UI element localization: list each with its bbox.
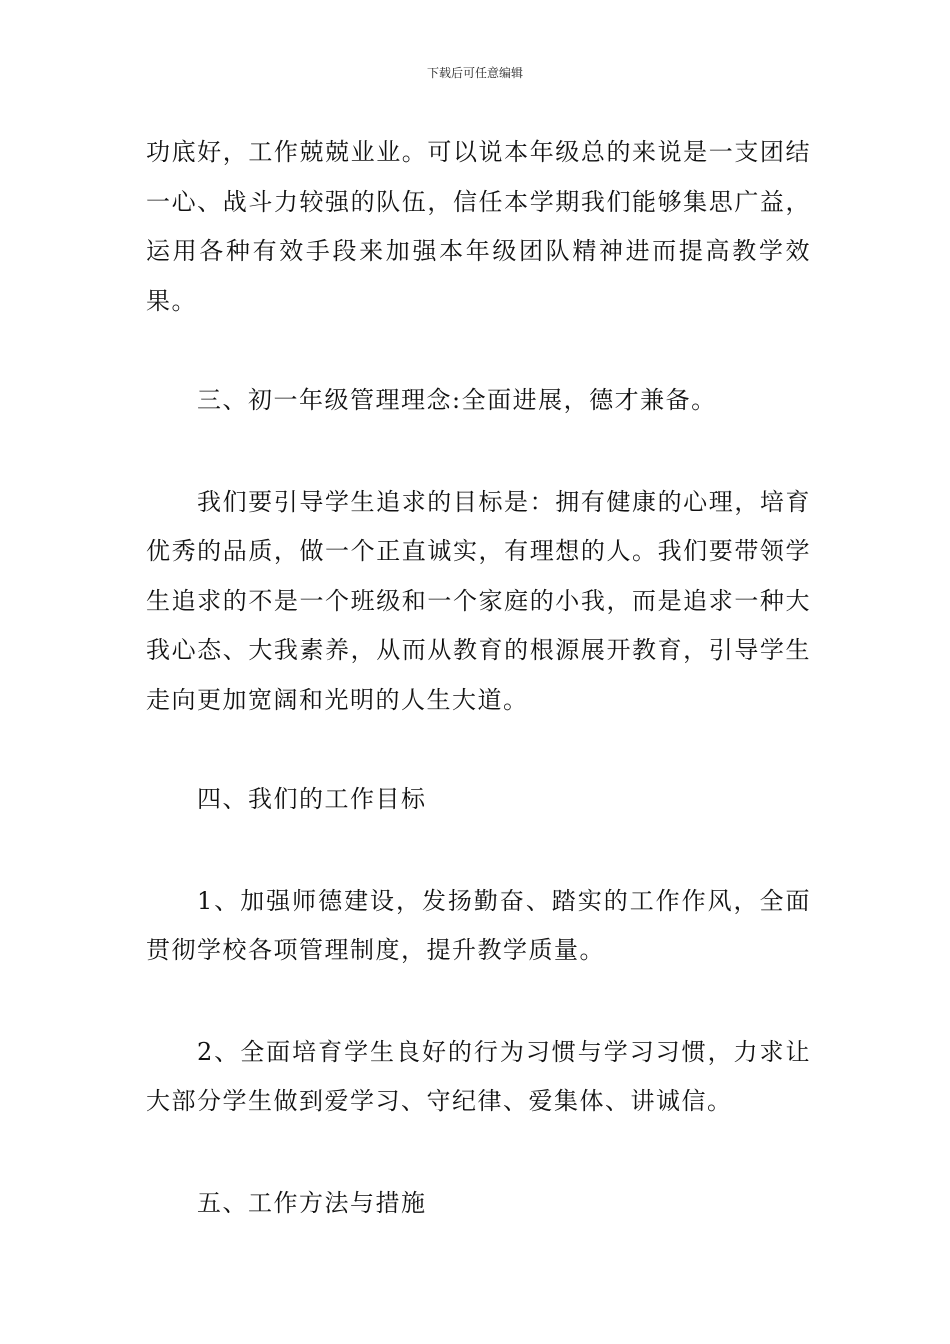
document-body	[146, 128, 811, 1228]
section-heading-work-goals: 四、我们的工作目标	[197, 785, 427, 813]
paragraph-student-goals: 我们要引导学生追求的目标是：拥有健康的心理，培育优秀的品质，做一个正直诚实，有理想的人。我们要带领学生追求的不是一个班级和一个家庭的小我，而是追求一种大我心态、大我素养，从而从教育的根源展开教育，引导学生走向更加宽阔和光明的人生大道。	[146, 487, 811, 714]
paragraph-team-summary: 功底好，工作兢兢业业。可以说本年级总的来说是一支团结一心、战斗力较强的队伍，信任本学期我们能够集思广益，运用各种有效手段来加强本年级团队精神进而提高教学效果。	[146, 138, 811, 315]
list-item-goal-1: 1、加强师德建设，发扬勤奋、踏实的工作作风，全面贯彻学校各项管理制度，提升教学质量。	[146, 886, 811, 964]
section-heading-management-philosophy: 三、初一年级管理理念:全面进展，德才兼备。	[197, 386, 717, 414]
page-header-note: 下载后可任意编辑	[426, 66, 523, 80]
section-heading-methods: 五、工作方法与措施	[197, 1188, 427, 1217]
list-item-goal-2: 2、全面培育学生良好的行为习惯与学习习惯，力求让大部分学生做到爱学习、守纪律、爱集体、讲诚信。	[146, 1037, 811, 1115]
